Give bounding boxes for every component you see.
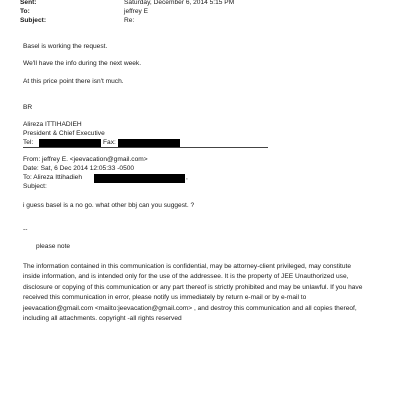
fax-redaction [118, 139, 180, 147]
quoted-to-redaction [94, 174, 185, 183]
quoted-date: Date: Sat, 6 Dec 2014 12:05:33 -0500 [23, 165, 135, 172]
subject-value: Re: [124, 17, 135, 24]
disclaimer-line-3: disclosure or copying of this communication or any part thereof is strictly prohibited and may be unlawful. If you have [23, 283, 363, 291]
quoted-to: To: Alireza Ittihadieh [23, 174, 83, 181]
tel-redaction [39, 139, 101, 147]
reply-line-2: We'll have the info during the next week. [23, 60, 142, 67]
disclaimer-line-4: received this communication in error, please notify us immediately by return e-mail or by e-mail to [23, 294, 307, 302]
disclaimer-line-6: including all attachments. copyright -all rights reserved [23, 315, 182, 323]
sender-name: Alireza ITTIHADIEH [23, 121, 82, 128]
sent-value: Saturday, December 6, 2014 5:15 PM [124, 0, 235, 6]
quoted-from: From: jeffrey E. <jeevacation@gmail.com> [23, 156, 148, 163]
please-note: please note [36, 243, 71, 250]
disclaimer-line-5: jeevacation@gmail.com <mailto:jeevacation@gmail.com> , and destroy this communication and all copies thereof, [23, 304, 357, 312]
to-value: jeffrey E [124, 8, 149, 15]
subject-label: Subject: [20, 17, 47, 24]
quoted-body: i guess basel is a no go. what other bbj can you suggest. ? [23, 202, 195, 209]
disclaimer [23, 262, 385, 324]
quoted-to-tail: , [186, 174, 188, 181]
fax-label: Fax: [103, 139, 116, 146]
sent-label: Sent: [20, 0, 37, 6]
signature-rule [23, 147, 268, 148]
disclaimer-line-1: The information contained in this communication is confidential, may be attorney-client privileged, may constitute [23, 263, 352, 270]
disclaimer-line-2: inside information, and is intended only for the use of the addressee. It is the property of JEE Unauthorized use, [23, 273, 349, 281]
closing: BR [23, 104, 33, 111]
tel-label: Tel: [23, 139, 34, 146]
reply-line-3: At this price point there isn't much. [23, 78, 124, 85]
signature-dashes: -- [23, 226, 28, 233]
quoted-subject: Subject: [23, 183, 47, 190]
sender-title: President & Chief Executive [23, 130, 105, 137]
reply-line-1: Basel is working the request. [23, 43, 108, 50]
to-label: To: [20, 8, 30, 15]
